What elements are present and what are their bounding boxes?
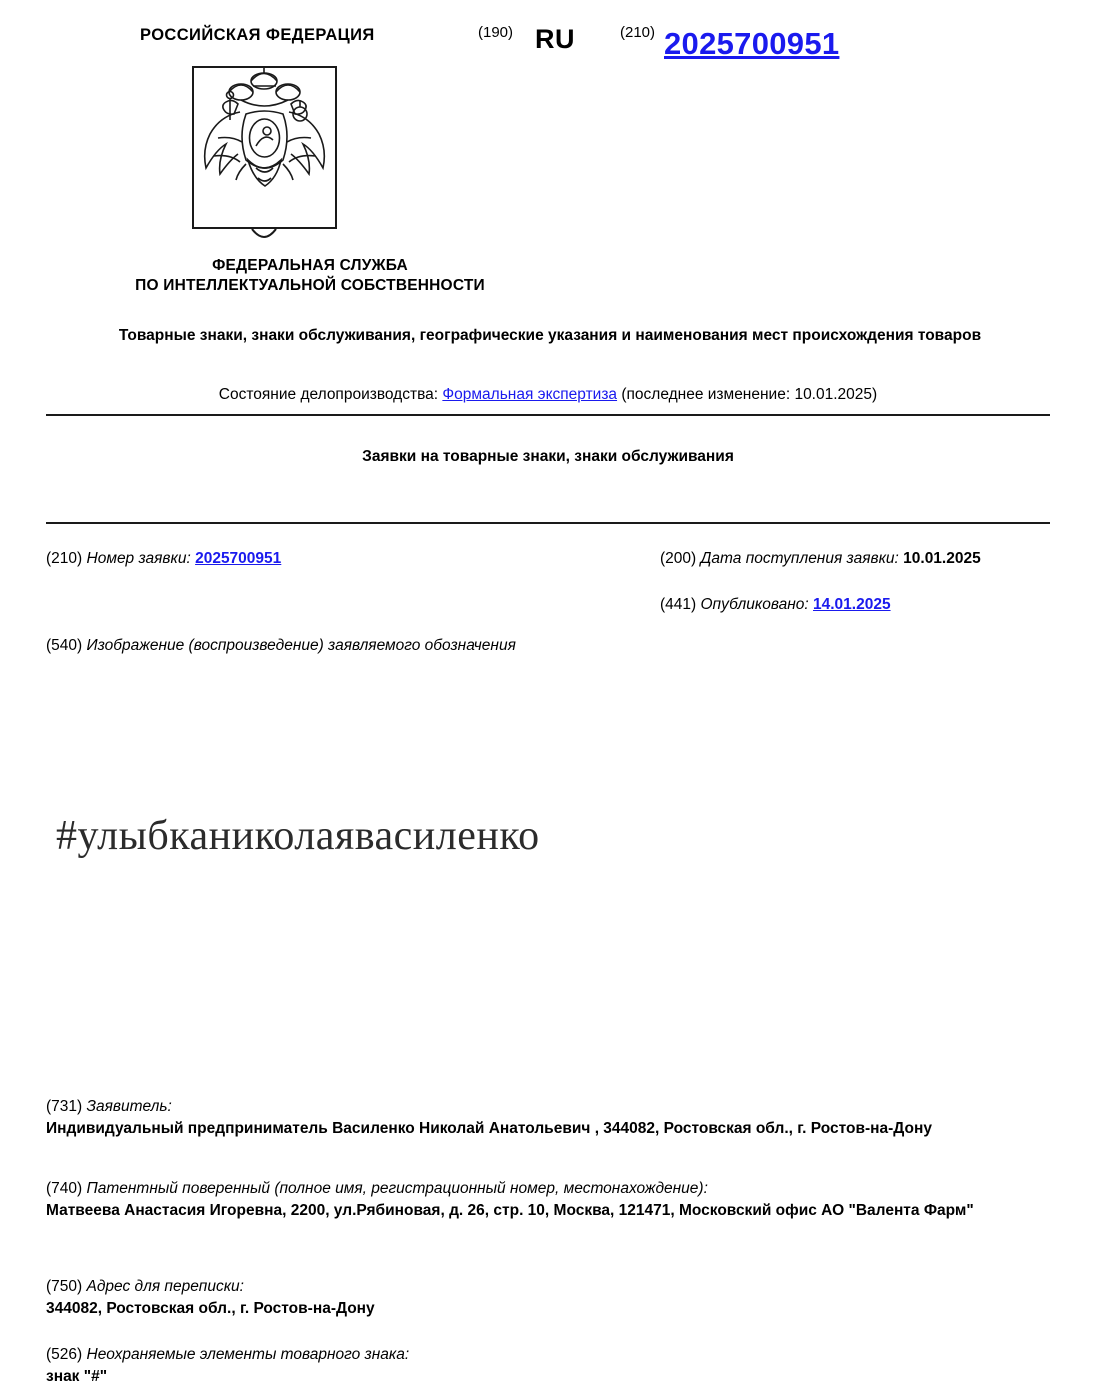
inid-code-210-top: (210) <box>620 24 656 41</box>
field-applicant-label-line <box>46 1096 1056 1118</box>
field-filing-date <box>660 548 981 569</box>
inid-code-441: (441) <box>660 596 697 613</box>
field-correspondence-label-line <box>46 1276 1056 1298</box>
inid-code-740: (740) <box>46 1180 83 1197</box>
field-value-210[interactable]: 2025700951 <box>195 550 282 567</box>
status-prefix: Состояние делопроизводства: <box>218 386 443 403</box>
inid-code-540: (540) <box>46 637 83 654</box>
field-label-540: Изображение (воспроизведение) заявляемого обозначения <box>86 637 516 654</box>
field-attorney <box>46 1178 1056 1222</box>
field-unprotected-label: Неохраняемые элементы товарного знака: <box>82 1346 410 1363</box>
inid-code-750: (750) <box>46 1278 83 1295</box>
field-attorney-label-line <box>46 1178 1056 1200</box>
status-suffix: (последнее изменение: 10.01.2025) <box>617 386 878 403</box>
field-applicant <box>46 1096 1056 1140</box>
field-attorney-value: Матвеева Анастасия Игоревна, 2200, ул.Рябиновая, д. 26, стр. 10, Москва, 121471, Московский офис АО "Валента Фарм" <box>46 1202 974 1219</box>
trademark-text: #улыбканиколаявасиленко <box>56 813 540 859</box>
field-applicant-label: Заявитель: <box>82 1098 172 1115</box>
field-attorney-label: Патентный поверенный (полное имя, регистрационный номер, местонахождение): <box>82 1180 708 1197</box>
inid-code-526: (526) <box>46 1346 83 1363</box>
field-mark-image-caption <box>46 635 516 656</box>
field-correspondence-value: 344082, Ростовская обл., г. Ростов-на-Дону <box>46 1300 375 1317</box>
field-value-441[interactable]: 14.01.2025 <box>813 596 891 613</box>
field-label-210: Номер заявки: <box>86 550 191 567</box>
field-applicant-value: Индивидуальный предприниматель Василенко Николай Анатольевич , 344082, Ростовская обл., г. Ростов-на-Дону <box>46 1120 932 1137</box>
application-number-heading[interactable]: 2025700951 <box>664 26 840 61</box>
country-title: РОССИЙСКАЯ ФЕДЕРАЦИЯ <box>140 26 375 44</box>
document-subject: Товарные знаки, знаки обслуживания, географические указания и наименования мест происхождения товаров <box>118 327 982 344</box>
field-label-441: Опубликовано: <box>700 596 809 613</box>
field-unprotected-elements <box>46 1344 1056 1388</box>
inid-code-190: (190) <box>478 24 514 41</box>
field-unprotected-label-line <box>46 1344 1056 1366</box>
inid-code-731: (731) <box>46 1098 83 1115</box>
field-correspondence-label: Адрес для переписки: <box>82 1278 244 1295</box>
document-header <box>0 0 1096 70</box>
agency-name-line1: ФЕДЕРАЛЬНАЯ СЛУЖБА <box>212 257 408 274</box>
inid-code-210: (210) <box>46 550 83 567</box>
field-value-200: 10.01.2025 <box>903 550 981 567</box>
field-label-200: Дата поступления заявки: <box>700 550 899 567</box>
trademark-image-area <box>46 670 1050 1060</box>
country-code-ru: RU <box>535 24 575 54</box>
field-application-number <box>46 548 281 569</box>
russian-coat-of-arms-icon <box>192 66 337 229</box>
status-link[interactable]: Формальная экспертиза <box>442 386 618 403</box>
prosecution-status <box>46 386 1050 416</box>
field-unprotected-value: знак "#" <box>46 1368 108 1385</box>
field-publication-date <box>660 594 891 615</box>
agency-name <box>0 256 620 296</box>
inid-code-200: (200) <box>660 550 697 567</box>
divider-rule <box>46 522 1050 524</box>
section-title: Заявки на товарные знаки, знаки обслуживания <box>362 448 734 465</box>
field-correspondence-address <box>46 1276 1056 1320</box>
agency-name-line2: ПО ИНТЕЛЛЕКТУАЛЬНОЙ СОБСТВЕННОСТИ <box>135 277 485 294</box>
